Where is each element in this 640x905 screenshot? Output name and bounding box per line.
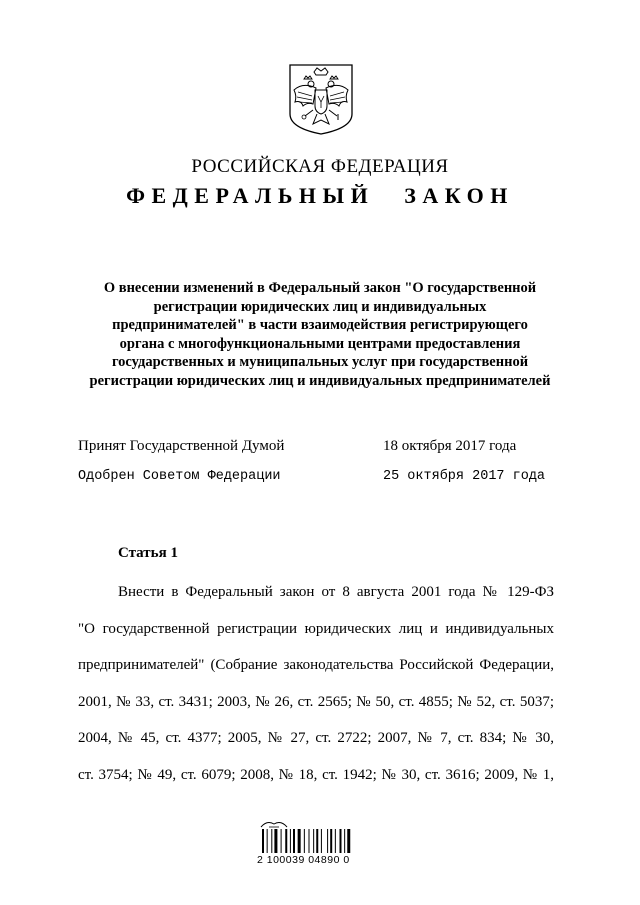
law-title-line: предпринимателей" в части взаимодействия регистрирующего — [112, 317, 528, 333]
duma-adoption-label: Принят Государственной Думой — [78, 438, 285, 454]
council-approval-date: 25 октября 2017 года — [383, 469, 546, 484]
barcode — [262, 829, 352, 853]
article-line: предпринимателей" (Собрание законодательства Российской Федерации, — [78, 657, 554, 673]
country-name: РОССИЙСКАЯ ФЕДЕРАЦИЯ — [191, 156, 449, 177]
article-body — [78, 574, 554, 793]
barcode-number: 2 100039 04890 0 — [257, 854, 350, 866]
council-approval-label: Одобрен Советом Федерации — [78, 469, 281, 484]
law-title — [60, 279, 580, 390]
law-title-line: государственных и муниципальных услуг при государственной — [111, 354, 529, 370]
registry-mark-icon — [259, 819, 289, 829]
article-line: "О государственной регистрации юридических лиц и индивидуальных — [78, 620, 554, 637]
coat-of-arms-emblem — [287, 62, 355, 136]
article-line: Внести в Федеральный закон от 8 августа 2001 года № 129-ФЗ — [118, 584, 554, 600]
article-line: ст. 3754; № 49, ст. 6079; 2008, № 18, ст. 1942; № 30, ст. 3616; 2009, № 1, — [78, 766, 554, 783]
article-heading: Статья 1 — [118, 545, 178, 561]
document-type: ФЕДЕРАЛЬНЫЙ ЗАКОН — [126, 183, 514, 208]
duma-adoption-date: 18 октября 2017 года — [383, 438, 517, 454]
article-line: 2004, № 45, ст. 4377; 2005, № 27, ст. 2722; 2007, № 7, ст. 834; № 30, — [78, 730, 554, 746]
article-line: 2001, № 33, ст. 3431; 2003, № 26, ст. 2565; № 50, ст. 4855; № 52, ст. 5037; — [78, 693, 554, 710]
law-title-line: регистрации юридических лиц и индивидуальных — [153, 298, 487, 315]
law-title-line: О внесении изменений в Федеральный закон "О государственной — [103, 280, 537, 296]
law-title-line: регистрации юридических лиц и индивидуальных предпринимателей — [89, 372, 551, 389]
law-title-line: органа с многофункциональными центрами предоставления — [119, 335, 521, 352]
